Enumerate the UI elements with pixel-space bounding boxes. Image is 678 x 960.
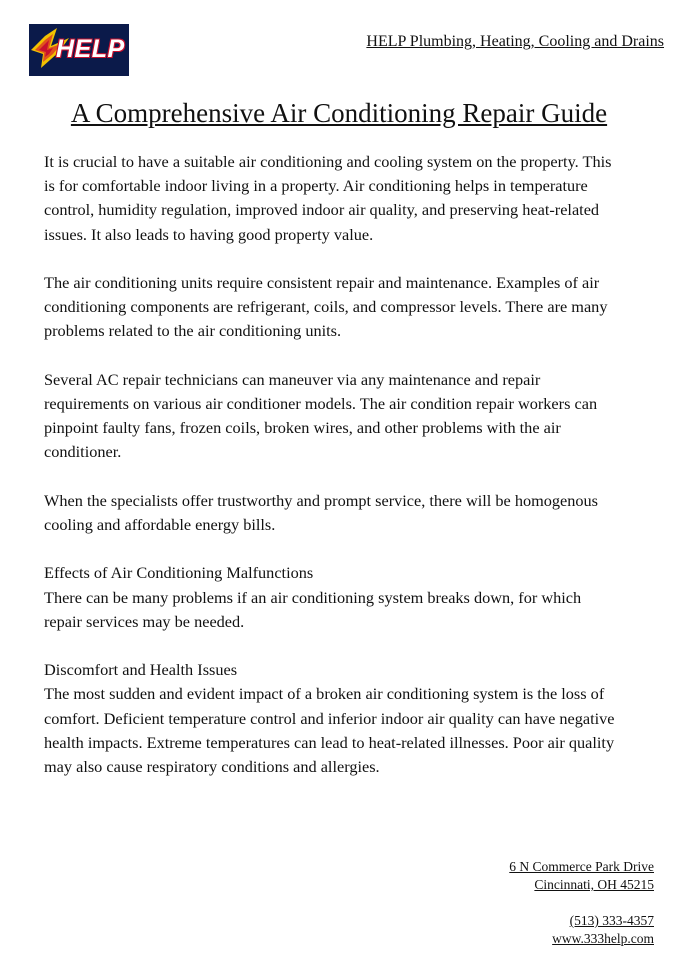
- section-effects: [44, 561, 619, 634]
- phone-link[interactable]: (513) 333-4357: [569, 913, 654, 928]
- section-text: There can be many problems if an air conditioning system breaks down, for which repair services may be needed.: [44, 587, 582, 631]
- logo-text: HELP: [56, 35, 125, 63]
- article-body: [44, 150, 619, 779]
- company-name-link[interactable]: HELP Plumbing, Heating, Cooling and Drains: [366, 33, 664, 50]
- section-heading: Discomfort and Health Issues: [44, 660, 238, 680]
- intro-paragraph: It is crucial to have a suitable air conditioning and cooling system on the property. This is for comfortable indoor living in a property. Air conditioning helps in temperature control, humidity regulation, improved indoor air quality, and preserving heat-related issues. It also leads to having good property value.: [44, 152, 612, 244]
- section-discomfort: [44, 658, 619, 779]
- address-line-2[interactable]: Cincinnati, OH 45215: [534, 877, 654, 892]
- address-line-1[interactable]: 6 N Commerce Park Drive: [509, 859, 654, 874]
- technicians-paragraph: Several AC repair technicians can maneuver via any maintenance and repair requirements on various air conditioner models. The air condition repair workers can pinpoint faulty fans, frozen coils, broken wires, and other problems with the air conditioner.: [44, 369, 598, 462]
- section-text: The most sudden and evident impact of a broken air conditioning system is the loss of comfort. Deficient temperature control and inferior indoor air quality can have negative health impacts. Extreme temperatures can lead to heat-related illnesses. Poor air quality may also cause respiratory conditions and allergies.: [44, 684, 615, 776]
- website-link[interactable]: www.333help.com: [552, 931, 654, 946]
- company-logo: [29, 24, 129, 76]
- service-paragraph: When the specialists offer trustworthy and prompt service, there will be homogenous cooling and affordable energy bills.: [44, 490, 599, 534]
- section-heading: Effects of Air Conditioning Malfunctions: [44, 563, 314, 583]
- footer-spacer: [509, 894, 654, 912]
- contact-footer: [509, 858, 654, 948]
- maintenance-paragraph: The air conditioning units require consistent repair and maintenance. Examples of air conditioning components are refrigerant, coils, and compressor levels. There are many problems related to the air conditioning units.: [44, 273, 608, 341]
- page-title: A Comprehensive Air Conditioning Repair Guide: [70, 98, 608, 128]
